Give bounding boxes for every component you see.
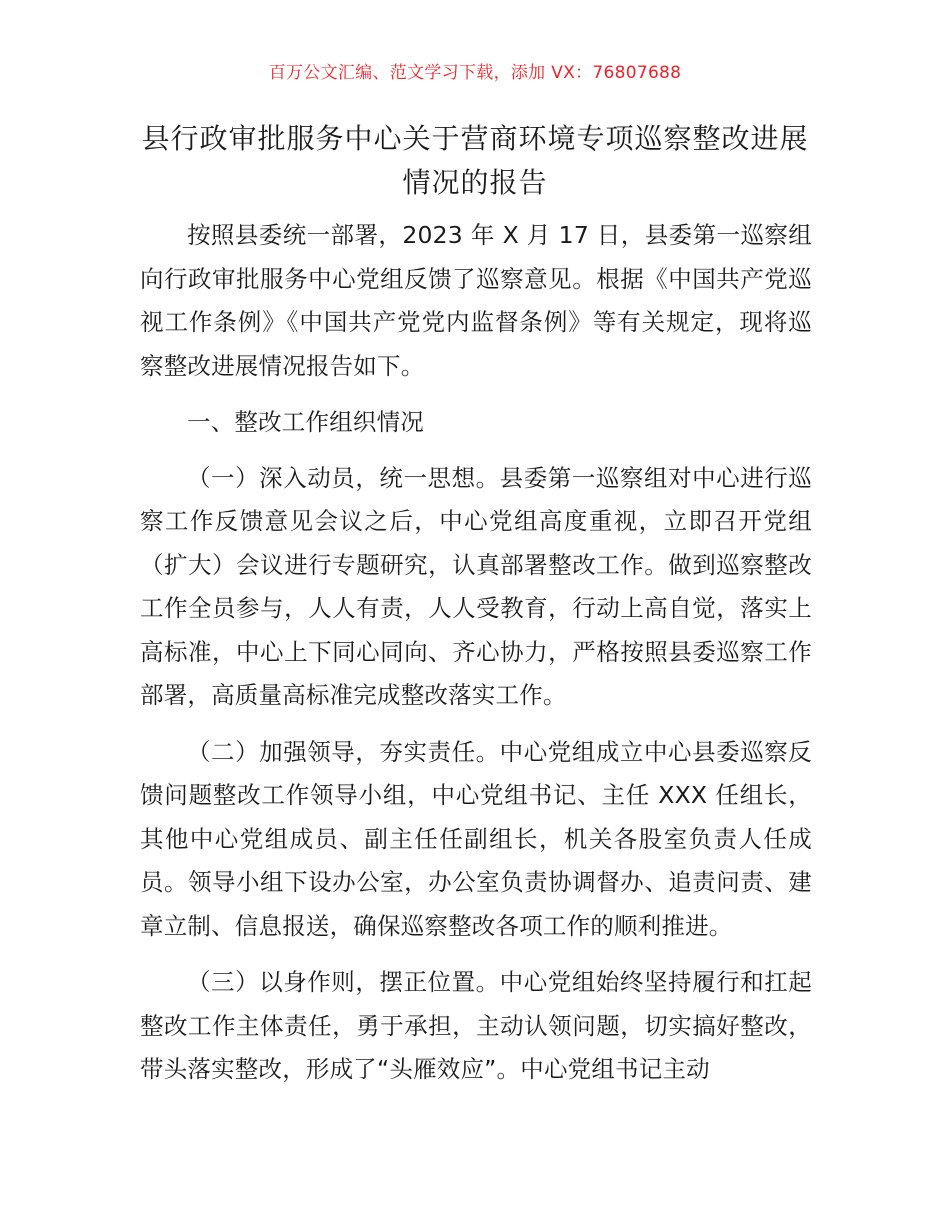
paragraph-intro: 按照县委统一部署，2023 年 X 月 17 日，县委第一巡察组向行政审批服务中心党组反馈了巡察意见。根据《中国共产党巡视工作条例》《中国共产党党内监督条例》等有关规定，现将巡察整改进展情况报告如下。 xyxy=(140,221,812,380)
paragraph-subsection-3: （三）以身作则，摆正位置。中心党组始终坚持履行和扛起整改工作主体责任，勇于承担，主动认领问题，切实搞好整改，带头落实整改，形成了“头雁效应”。中心党组书记主动 xyxy=(140,968,812,1083)
section-heading-1: 一、整改工作组织情况 xyxy=(187,408,424,436)
document-title: 县行政审批服务中心关于营商环境专项巡察整改进展情况的报告 xyxy=(141,122,809,199)
header-watermark-note: 百万公文汇编、范文学习下载，添加 VX：76807688 xyxy=(268,63,682,83)
document-body xyxy=(140,214,812,1105)
paragraph-subsection-2: （二）加强领导，夯实责任。中心党组成立中心县委巡察反馈问题整改工作领导小组，中心党组书记、主任 XXX 任组长，其他中心党组成员、副主任任副组长，机关各股室负责人任成员。领导小组下设办公室，办公室负责协调督办、追责问责、建章立制、信息报送，确保巡察整改各项工作的顺利推进。 xyxy=(140,737,812,940)
paragraph-subsection-1: （一）深入动员，统一思想。县委第一巡察组对中心进行巡察工作反馈意见会议之后，中心党组高度重视，立即召开党组（扩大）会议进行专题研究，认真部署整改工作。做到巡察整改工作全员参与，人人有责，人人受教育，行动上高自觉，落实上高标准，中心上下同心同向、齐心协力，严格按照县委巡察工作部署，高质量高标准完成整改落实工作。 xyxy=(140,463,812,709)
